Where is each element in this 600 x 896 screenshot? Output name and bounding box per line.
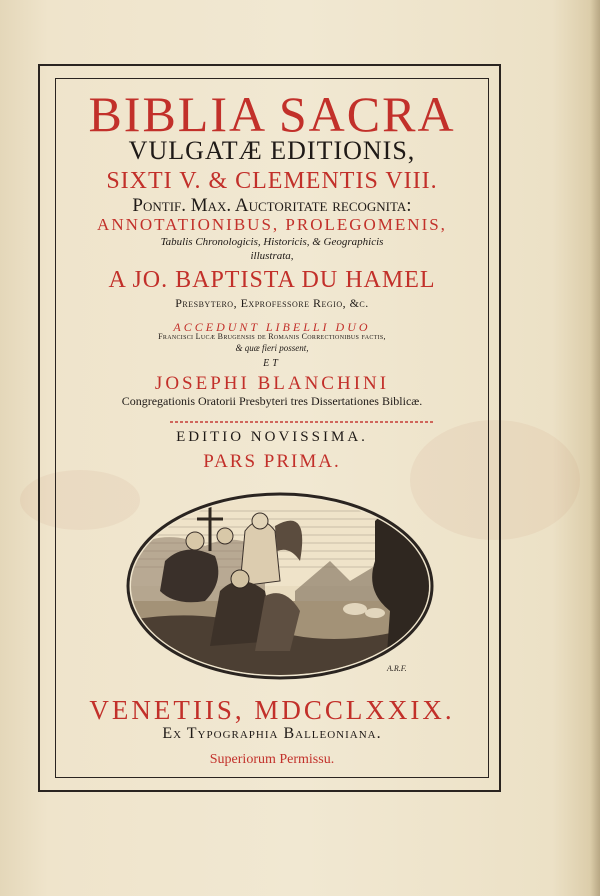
author-role: Presbytero, Exprofessore Regio, &c. [175, 296, 369, 310]
accedunt-line: ACCEDUNT LIBELLI DUO [173, 320, 371, 334]
libelli-line-2: & quæ fieri possent, [235, 343, 309, 353]
et-line: ET [263, 358, 281, 369]
libelli-line-1: Francisci Lucæ Brugensis de Romanis Correctionibus factis, [158, 332, 386, 341]
book-subtitle: VULGATÆ EDITIONIS, [128, 136, 416, 165]
permission-line: Superiorum Permissu. [209, 752, 335, 767]
authority-line: Pontif. Max. Auctoritate recognita: [132, 195, 412, 216]
book-title: BIBLIA SACRA [88, 86, 456, 142]
place-and-date: VENETIIS, MDCCLXXIX. [89, 695, 455, 725]
printer-line: Ex Typographia Balleoniana. [162, 725, 382, 742]
author-name: A JO. BAPTISTA DU HAMEL [108, 267, 436, 293]
engraved-vignette-illustration [125, 491, 435, 681]
tabulis-line: Tabulis Chronologicis, Historicis, & Geographicis [160, 236, 384, 248]
illustrata-line: illustrata, [250, 250, 294, 262]
engraver-mark: A.R.F. [387, 664, 407, 673]
decorative-rule [170, 421, 434, 423]
edition-line: EDITIO NOVISSIMA. [176, 429, 368, 445]
second-author-description: Congregationis Oratorii Presbyteri tres Dissertationes Biblicæ. [121, 394, 423, 408]
popes-line: SIXTI V. & CLEMENTIS VIII. [106, 168, 438, 194]
page-gutter-shadow [590, 0, 600, 896]
annotations-line: ANNOTATIONIBUS, PROLEGOMENIS, [97, 215, 447, 234]
part-line: PARS PRIMA. [203, 451, 341, 472]
second-author-name: JOSEPHI BLANCHINI [154, 373, 390, 394]
